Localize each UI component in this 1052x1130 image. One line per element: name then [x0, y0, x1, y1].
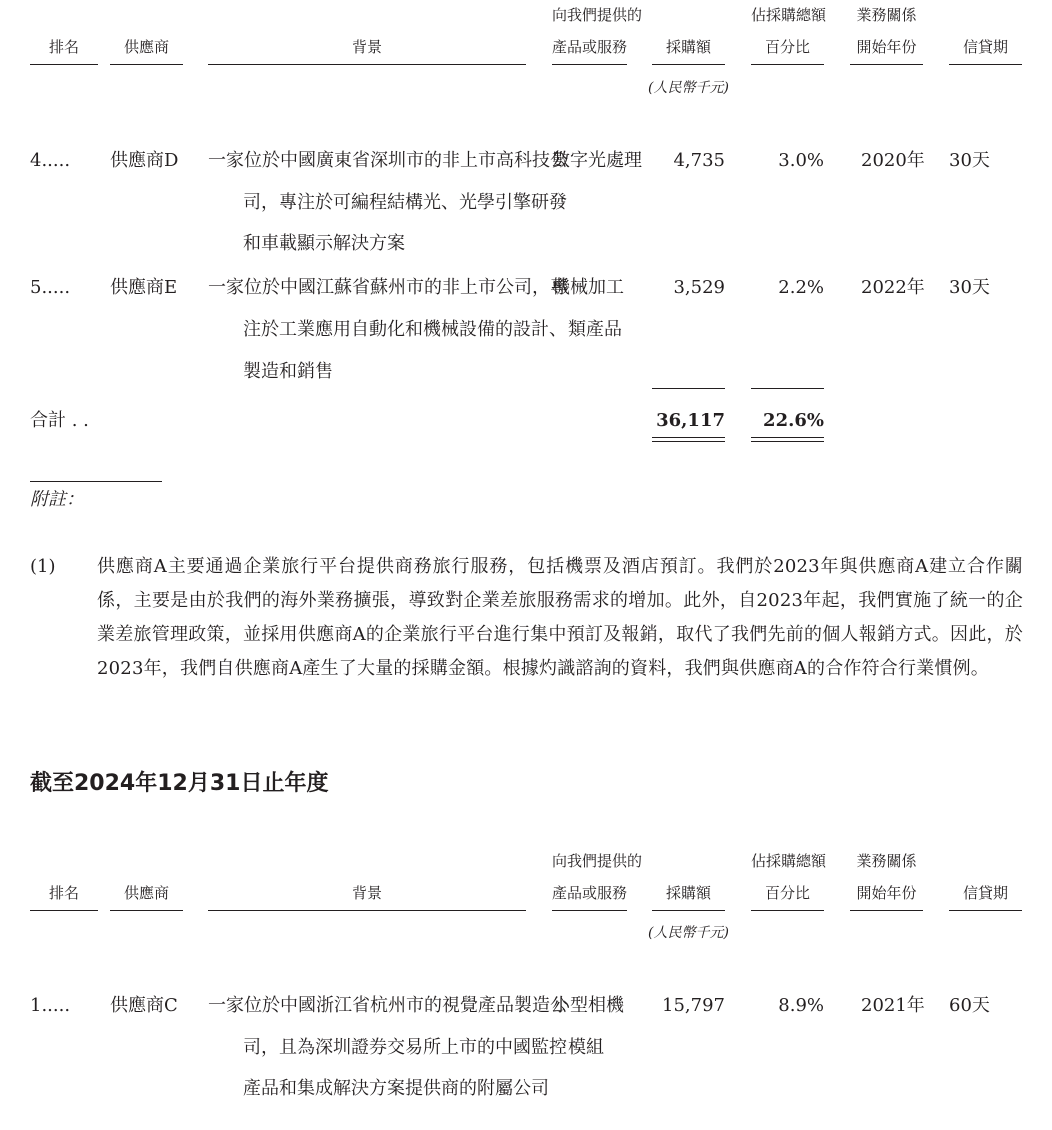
row-product: 數字光處理: [552, 150, 642, 171]
header-rank: 排名: [48, 38, 79, 56]
note-text: 供應商A主要通過企業旅行平台提供商務旅行服務，包括機票及酒店預訂。我們於2023年與供應商A建立合作關係，主要是由於我們的海外業務擴張，導致對企業差旅服務需求的增加。此外，自2023年起，我們實施了統一的企業差旅管理政策，並採用供應商A的企業旅行平台進行集中預訂及報銷，取代了我們先前的個人報銷方式。因此，於2023年，我們自供應商A產生了大量的採購金額。根據灼識諮詢的資料，我們與供應商A的合作符合行業慣例。: [97, 556, 1023, 679]
header-year-line1: 業務關係: [856, 852, 917, 870]
row-background-line: 製造和銷售: [243, 361, 333, 382]
header-product-line2: 產品或服務: [552, 884, 628, 902]
row-supplier: 供應商E: [110, 277, 178, 298]
row-background-line: 司，且為深圳證券交易所上市的中國監控: [243, 1037, 567, 1058]
row-supplier: 供應商C: [110, 995, 178, 1016]
row-rank: 1.....: [30, 995, 71, 1016]
header-supplier: 供應商: [123, 884, 169, 902]
header-rule: [652, 910, 725, 911]
header-rule: [110, 64, 183, 65]
row-percent: 3.0%: [778, 150, 824, 171]
section-title: 截至2024年12月31日止年度: [30, 771, 329, 796]
row-background-line: 一家位於中國廣東省深圳市的非上市高科技公: [208, 150, 568, 171]
header-amount: 採購額: [665, 884, 711, 902]
header-rule: [751, 910, 824, 911]
header-credit: 信貸期: [962, 884, 1008, 902]
row-background-line: 和車載顯示解決方案: [243, 233, 405, 254]
header-year-line2: 開始年份: [856, 884, 917, 902]
row-amount: 3,529: [673, 277, 725, 298]
row-amount: 15,797: [662, 995, 725, 1016]
row-year: 2020年: [861, 150, 925, 171]
row-background-line: 一家位於中國浙江省杭州市的視覺產品製造公: [208, 995, 568, 1016]
subtotal-rule: [751, 388, 824, 389]
header-product-line2: 產品或服務: [552, 38, 628, 56]
row-product: 類產品: [568, 319, 622, 340]
notes-divider: [30, 481, 162, 482]
header-rule: [30, 910, 98, 911]
total-label: 合計 . .: [30, 410, 89, 431]
row-percent: 2.2%: [778, 277, 824, 298]
header-rank: 排名: [48, 884, 79, 902]
header-rule: [208, 910, 526, 911]
unit-label: (人民幣千元): [648, 925, 729, 941]
header-rule: [850, 910, 923, 911]
row-rank: 4.....: [30, 150, 71, 171]
row-percent: 8.9%: [778, 995, 824, 1016]
header-credit: 信貸期: [962, 38, 1008, 56]
row-rank: 5.....: [30, 277, 71, 298]
header-rule: [208, 64, 526, 65]
header-background: 背景: [351, 884, 382, 902]
row-supplier: 供應商D: [110, 150, 179, 171]
header-rule: [850, 64, 923, 65]
total-double-rule: [751, 437, 824, 442]
header-supplier: 供應商: [123, 38, 169, 56]
total-double-rule: [652, 437, 725, 442]
header-percent-line2: 百分比: [764, 38, 810, 56]
row-credit: 30天: [949, 150, 990, 171]
header-rule: [949, 910, 1022, 911]
notes-label: 附註：: [30, 489, 84, 510]
header-percent-line1: 佔採購總額: [751, 6, 827, 24]
header-product-line1: 向我們提供的: [552, 852, 643, 870]
row-year: 2022年: [861, 277, 925, 298]
header-percent-line1: 佔採購總額: [751, 852, 827, 870]
header-rule: [552, 910, 627, 911]
header-year-line1: 業務關係: [856, 6, 917, 24]
row-product: 小型相機: [552, 995, 624, 1016]
row-background-line: 產品和集成解決方案提供商的附屬公司: [243, 1078, 549, 1099]
header-percent-line2: 百分比: [764, 884, 810, 902]
row-background-line: 司，專注於可編程結構光、光學引擎研發: [243, 192, 567, 213]
total-percent: 22.6%: [763, 410, 824, 431]
row-year: 2021年: [861, 995, 925, 1016]
row-background-line: 一家位於中國江蘇省蘇州市的非上市公司，專: [208, 277, 568, 298]
header-background: 背景: [351, 38, 382, 56]
header-product-line1: 向我們提供的: [552, 6, 643, 24]
header-rule: [110, 910, 183, 911]
header-rule: [652, 64, 725, 65]
row-amount: 4,735: [673, 150, 725, 171]
row-background-line: 注於工業應用自動化和機械設備的設計、: [243, 319, 567, 340]
row-credit: 30天: [949, 277, 990, 298]
subtotal-rule: [652, 388, 725, 389]
row-product: 機械加工: [552, 277, 624, 298]
header-rule: [751, 64, 824, 65]
header-rule: [30, 64, 98, 65]
row-credit: 60天: [949, 995, 990, 1016]
row-product: 模組: [568, 1037, 604, 1058]
header-rule: [949, 64, 1022, 65]
header-rule: [552, 64, 627, 65]
header-year-line2: 開始年份: [856, 38, 917, 56]
header-amount: 採購額: [665, 38, 711, 56]
unit-label: (人民幣千元): [648, 80, 729, 96]
note-number: (1): [30, 556, 56, 577]
total-amount: 36,117: [656, 410, 725, 431]
